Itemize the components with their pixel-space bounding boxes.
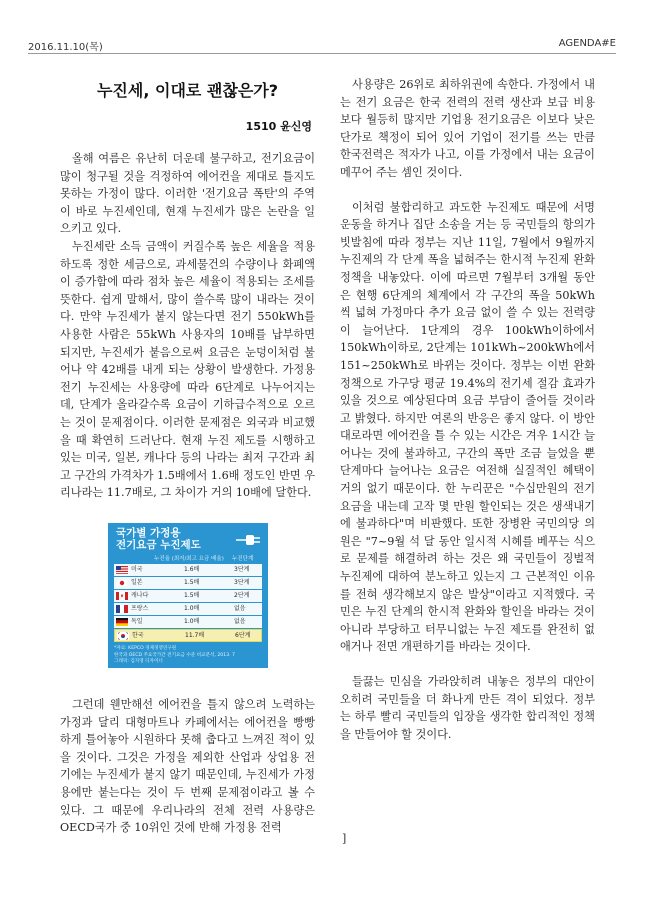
rate-value: 1.5배 [184,579,200,586]
progressive-tax-infobox [108,523,268,668]
table-row [114,564,262,576]
right-column [340,76,595,743]
flag-canada-icon [116,592,128,600]
country-name: 한국 [132,632,144,639]
infobox-rows [114,564,262,643]
paragraph: 올해 여름은 유난히 더운데 불구하고, 전기요금이 많이 청구될 것을 걱정하여 에어컨을 제대로 틀지도 못하는 가정이 많다. 이러한 '전기요금 폭탄'의 주역이 바로 누진세인데, 현재 누진세가 많은 논란을 일으키고 있다. [60,152,315,236]
country-name: 독일 [131,618,143,625]
infobox-title: 국가별 가정용 전기요금 누진제도 [116,527,201,551]
flag-germany-icon [116,618,128,626]
paragraph: 사용량은 26위로 최하위권에 속한다. 가정에서 내는 전기 요금은 한국 전력의 전력 생산과 보급 비용보다 월등히 많지만 기업용 전기요금은 이보다 낮은 단가로 책정이 되어 있어 기업이 전기를 쓰는 만큼 한국전력은 적자가 나고, 이를 가정에서 내는 요금이 메꾸어 주는 셈인 것이다. [340,78,595,179]
table-row-highlighted [114,629,262,642]
country-name: 미국 [131,566,143,573]
country-name: 캐나다 [131,592,149,599]
rate-value: 1.6배 [184,566,200,573]
steps-value: 6단계 [235,632,251,639]
header-rate: 누진율 (최저/최고 요금 배율) [154,556,224,562]
rate-value: 11.7배 [185,632,205,639]
table-row [114,603,262,615]
table-row [114,590,262,602]
flag-japan-icon [116,579,128,587]
rate-value: 1.0배 [184,605,200,612]
rate-value: 1.0배 [184,618,200,625]
paragraph: 이처럼 불합리하고 과도한 누진제도 때문에 서명 운동을 하거나 집단 소송을 거는 등 국민들의 항의가 빗발침에 따라 정부는 지난 11일, 7월에서 9월까지 누진제의 각 단계 폭을 넓혀주는 한시적 누진제 완화 정책을 내놓았다. 이에 따르면 7월부터 3개월 동안은 현행 6단계의 체계에서 각 구간의 폭을 50kWh씩 넓혀 가정마다 추가 요금 없이 쓸 수 있는 전력량이 늘어난다. 1단계의 경우 100kWh이하에서 150kWh이하로, 2단계는 101kWh~200kWh에서 151~250kWh로 바뀌는 것이다. 정부는 이번 완화 정책으로 가구당 평균 19.4%의 전기세 절감 효과가 있을 것으로 예상된다며 요금 부담이 줄어들 것이라고 밝혔다. 하지만 여론의 반응은 좋지 않다. 이 방안대로라면 에어컨을 틀 수 있는 시간은 겨우 1시간 늘어나는 것에 불과하고, 구간의 폭만 조금 늘었을 뿐 단계마다 늘어나는 요금은 여전해 실질적인 혜택이 거의 없기 때문이다. 한 누리꾼은 "수십만원의 전기요금을 내는데 고작 몇 만원 할인되는 것은 생색내기에 불과하다"며 비판했다. 또한 장병완 국민의당 의원은 "7~9월 석 달 동안 일시적 시혜를 베푸는 식으로 문제를 해결하려 하는 것은 왜 국민들이 징벌적 누진제에 대하여 분노하고 있는지 그 근본적인 이유를 전혀 생각해보지 않은 발상"이라고 지적했다. 국민은 누진 단계의 한시적 완화와 할인을 바라는 것이 아니라 부당하고 터무니없는 누진 제도를 완전히 없애거나 전면 개편하기를 바라는 것이다. [340,200,595,654]
paragraph: 누진세란 소득 금액이 커질수록 높은 세율을 적용하도록 정한 세금으로, 과세물건의 수량이나 화폐액이 증가함에 따라 점차 높은 세율이 적용되는 조세를 뜻한다. 쉽게 말해서, 많이 쓸수록 많이 내라는 것이다. 만약 누진세가 붙지 않는다면 전기 550kWh를 사용한 사람은 55kWh 사용자의 10배를 납부하면 되지만, 누진세가 붙음으로써 요금은 눈덩이처럼 불어나 약 42배를 내게 되는 상황이 발생한다. 가정용 전기 누진세는 사용량에 따라 6단계로 나누어지는데, 단계가 올라갈수록 요금이 기하급수적으로 오르는 것이 문제점이다. 이러한 문제점은 외국과 비교했을 때 확연히 드러난다. 현재 누진 제도를 시행하고 있는 미국, 일본, 캐나다 등의 나라는 최저 구간과 최고 구간의 가격차가 1.5배에서 1.6배 정도인 반면 우리나라는 11.7배로, 그 차이가 거의 10배에 달한다. [60,239,316,500]
end-mark: ] [342,832,347,845]
plug-icon [236,531,262,549]
header-agenda: AGENDA#E [558,38,616,49]
steps-value: 3단계 [234,579,250,586]
infobox-header [114,554,262,563]
left-column-bottom [60,696,315,837]
flag-korea-icon [117,632,129,640]
table-row [114,577,262,589]
steps-value: 없음 [234,605,246,612]
flag-france-icon [116,605,128,613]
rate-value: 1.5배 [184,592,200,599]
paragraph: 들끓는 민심을 가라앉히려 내놓은 정부의 대안이 오히려 국민들을 더 화나게 만든 격이 되었다. 정부는 하루 빨리 국민들의 입장을 생각한 합리적인 정책을 만들어야 할 것이다. [340,675,595,741]
steps-value: 2단계 [234,592,250,599]
country-name: 일본 [131,579,143,586]
paragraph: 그런데 웬만해선 에어컨을 틀지 않으려 노력하는 가정과 달리 대형마트나 카페에서는 에어컨을 빵빵하게 틀어놓아 시원하다 못해 춥다고 느껴진 적이 있을 것이다. 그것은 가정을 제외한 산업과 상업용 전기에는 누진세가 붙지 않기 때문인데, 누진세가 가정용에만 붙는다는 것이 두 번째 문제점이라고 볼 수 있다. 그 때문에 우리나라의 전체 전력 사용량은 OECD국가 중 10위인 것에 반해 가정용 전력 [60,698,315,835]
left-column-top [60,150,315,502]
article-author: 1510 윤신영 [245,120,312,133]
flag-usa-icon [116,566,128,574]
header-steps: 누진단계 [232,556,254,562]
steps-value: 3단계 [234,566,250,573]
table-row [114,616,262,628]
steps-value: 없음 [234,618,246,625]
country-name: 프랑스 [131,605,149,612]
infobox-source: *자료: KEPCO 경제경영연구원 한국과 OECD 주요국가간 전기요금 수준 비교분석, 2013. 7 그래픽: 김지영 디자이너 [114,646,235,664]
header-divider [28,53,616,54]
header-date: 2016.11.10(목) [28,42,103,53]
article-title: 누진세, 이대로 괜찮은가? [96,81,279,100]
